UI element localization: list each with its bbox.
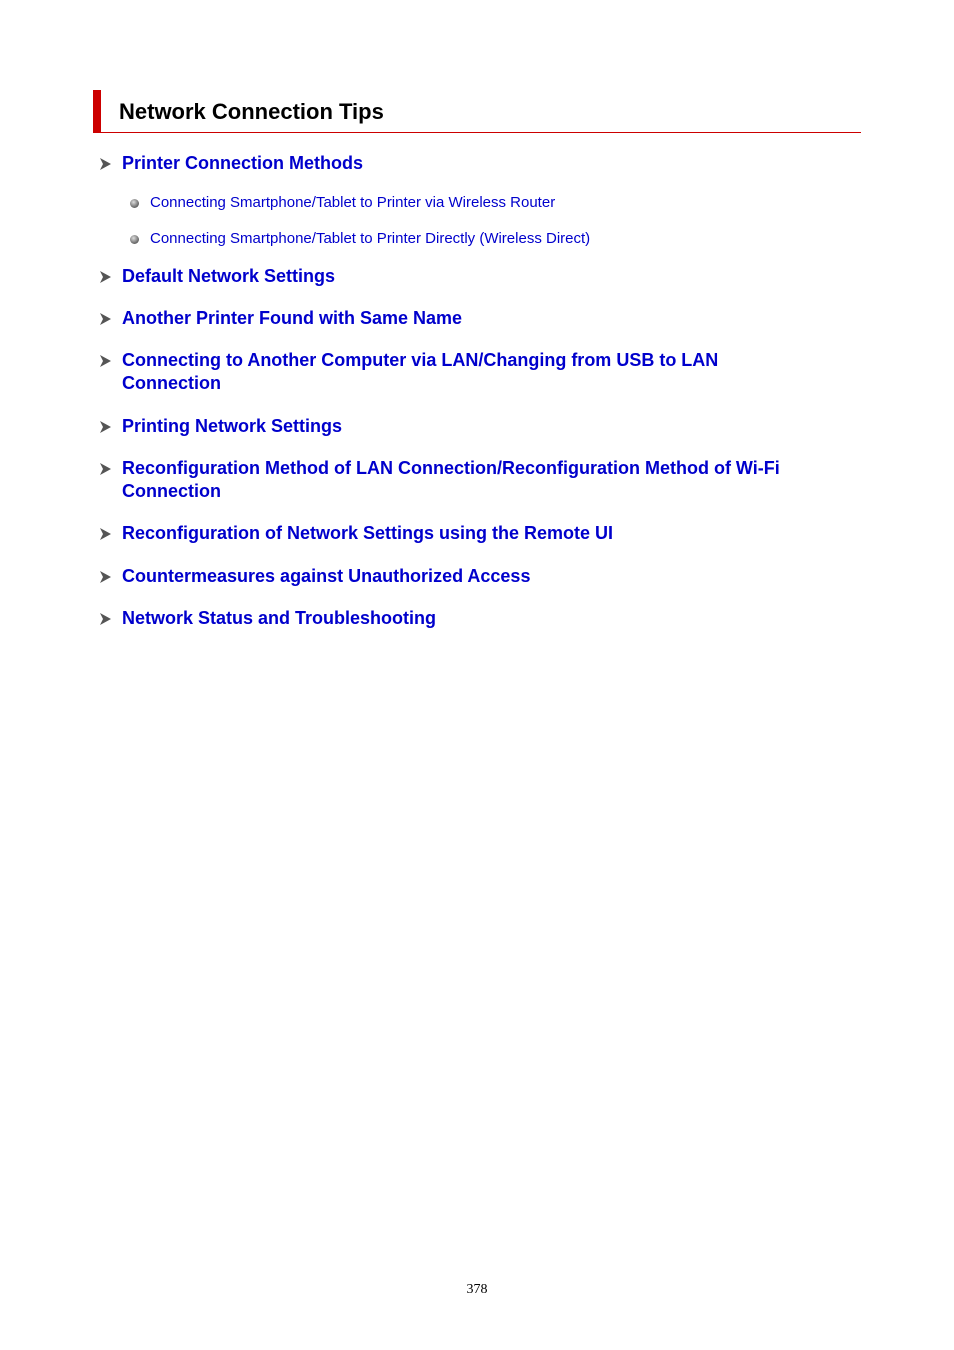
- arrow-right-icon: [98, 612, 112, 626]
- topic-link-default-network-settings[interactable]: Default Network Settings: [122, 266, 336, 286]
- bullet-icon: [129, 234, 140, 245]
- subtopic-item-via-wireless-router: [129, 193, 829, 213]
- arrow-right-icon: [98, 527, 112, 541]
- topic-link-network-status[interactable]: Network Status and Troubleshooting: [122, 608, 437, 628]
- topic-link-printing-network-settings[interactable]: Printing Network Settings: [122, 416, 343, 436]
- topic-item-printing-network-settings: [98, 415, 838, 438]
- page-number: 378: [466, 1282, 488, 1297]
- topic-item-default-network-settings: [98, 265, 838, 288]
- heading-accent-bar: [93, 90, 101, 133]
- topic-item-remote-ui: [98, 522, 838, 545]
- topic-item-another-printer-found: [98, 307, 838, 330]
- topic-link-another-printer-found[interactable]: Another Printer Found with Same Name: [122, 308, 463, 328]
- topic-item-reconfiguration-method: [98, 457, 838, 503]
- arrow-right-icon: [98, 157, 112, 171]
- topic-link-reconfiguration-method[interactable]: Reconfiguration Method of LAN Connection/Reconfiguration Method of Wi-Fi Connection: [122, 458, 780, 501]
- page-title: Network Connection Tips: [119, 99, 384, 124]
- arrow-right-icon: [98, 570, 112, 584]
- topic-item-network-status: [98, 607, 838, 630]
- topic-link-connecting-another-computer[interactable]: Connecting to Another Computer via LAN/Changing from USB to LAN Connection: [122, 350, 719, 393]
- topic-item-unauthorized-access: [98, 565, 838, 588]
- topic-link-remote-ui[interactable]: Reconfiguration of Network Settings using the Remote UI: [122, 523, 614, 543]
- subtopic-link-via-wireless-router[interactable]: Connecting Smartphone/Tablet to Printer via Wireless Router: [150, 194, 556, 211]
- bullet-icon: [129, 198, 140, 209]
- subtopic-link-wireless-direct[interactable]: Connecting Smartphone/Tablet to Printer Directly (Wireless Direct): [150, 230, 591, 247]
- arrow-right-icon: [98, 462, 112, 476]
- arrow-right-icon: [98, 312, 112, 326]
- topic-item-connecting-another-computer: [98, 349, 838, 395]
- subtopic-item-wireless-direct: [129, 229, 829, 249]
- arrow-right-icon: [98, 270, 112, 284]
- topic-link-unauthorized-access[interactable]: Countermeasures against Unauthorized Access: [122, 566, 531, 586]
- topic-item-printer-connection-methods: [98, 152, 838, 175]
- page-heading: [93, 90, 861, 133]
- topic-link-printer-connection-methods[interactable]: Printer Connection Methods: [122, 153, 364, 173]
- arrow-right-icon: [98, 354, 112, 368]
- arrow-right-icon: [98, 420, 112, 434]
